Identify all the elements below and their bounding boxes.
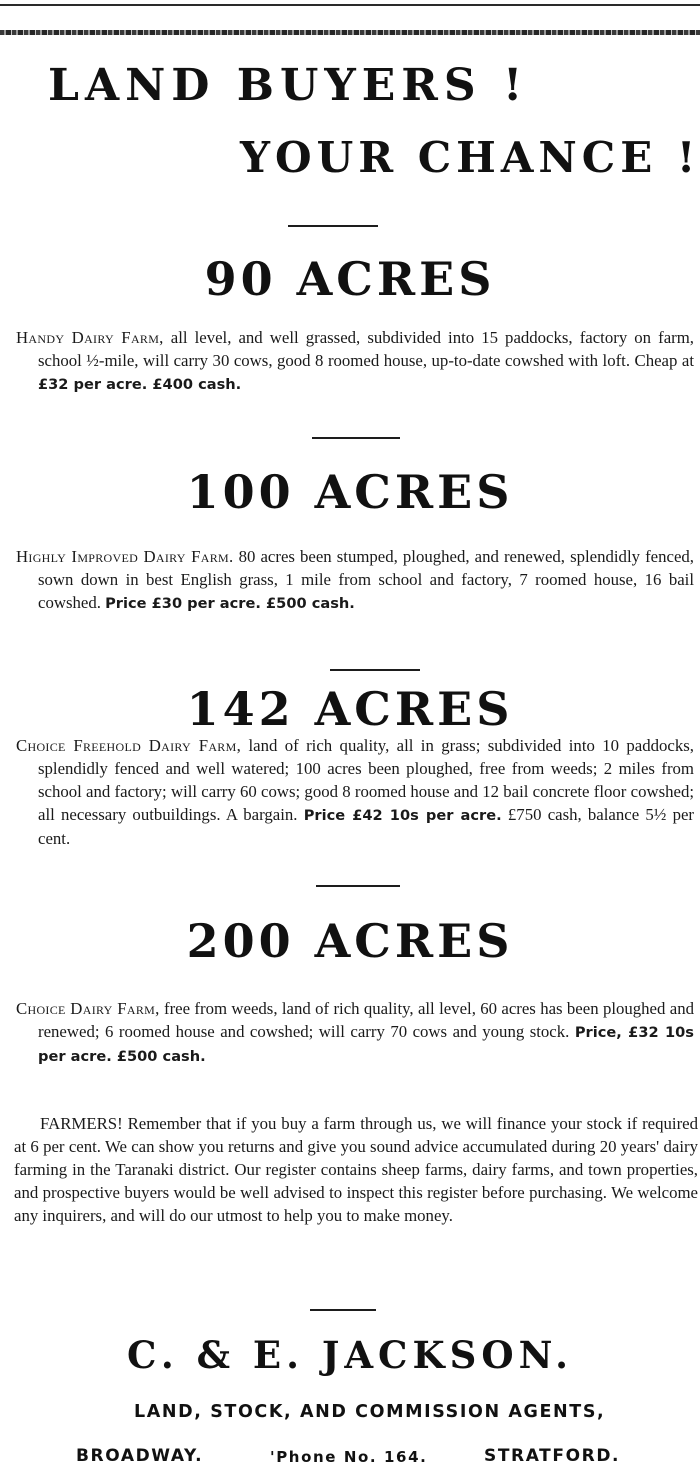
section-divider [288, 225, 378, 227]
listing-description [16, 326, 694, 396]
firm-phone: 'Phone No. 164. [270, 1448, 428, 1466]
section-divider [310, 1309, 376, 1311]
listing-tail: £750 cash, balance 5½ per cent. [38, 805, 694, 848]
listing-description [16, 734, 694, 850]
listing-body: 80 acres been stumped, ploughed, and renewed, splendidly fenced, sown down in best English grass, 1 mile from school and factory, 7 roomed house, 16 bail cowshed. [38, 547, 694, 612]
firm-address [0, 1446, 700, 1472]
section-divider [312, 437, 400, 439]
listing-acreage-heading: 100 ACRES [186, 465, 514, 519]
listing-acreage-heading: 90 ACRES [204, 252, 496, 306]
listing-lead: Handy Dairy Farm, [16, 328, 164, 347]
listing-lead: Choice Freehold Dairy Farm, [16, 736, 242, 755]
listing-price: Price £42 10s per acre. [303, 807, 502, 824]
listing-price: Price, £32 10s per acre. £500 cash. [38, 1024, 694, 1065]
top-ornamental-rule [0, 30, 700, 35]
section-divider [330, 669, 420, 671]
listing-acreage-heading: 142 ACRES [186, 682, 514, 736]
listing-body: free from weeds, land of rich quality, all level, 60 acres has been ploughed and renewed; 6 roomed house and cowshed; will carry 70 cows and young stock. [38, 999, 694, 1041]
firm-street: BROADWAY. [76, 1446, 204, 1466]
listing-lead: Highly Improved Dairy Farm. [16, 547, 234, 566]
listing-acreage-heading: 200 ACRES [186, 914, 514, 968]
listing-price: £32 per acre. £400 cash. [38, 376, 242, 393]
listing-body: land of rich quality, all in grass; subdivided into 10 paddocks, splendidly fenced and well watered; 100 acres been ploughed, free from weeds; 2 miles from school and factory; will carry 60 cows; good 8 roomed house and 12 bail concrete floor cowshed; all necessary outbuildings. A bargain. [38, 736, 694, 824]
section-divider [316, 885, 400, 887]
top-border-rule [0, 4, 700, 6]
firm-town: STRATFORD. [484, 1446, 621, 1466]
firm-tagline: LAND, STOCK, AND COMMISSION AGENTS, [134, 1402, 606, 1422]
headline-your-chance: YOUR CHANCE ! [240, 133, 700, 182]
closing-paragraph: FARMERS! Remember that if you buy a farm through us, we will finance your stock if required at 6 per cent. We can show you returns and give you sound advice accumulated during 20 years' dairy farming in the Taranaki district. Our register contains sheep farms, dairy farms, and town properties, and prospective buyers would be well advised to inspect this register before purchasing. We welcome any inquirers, and will do our utmost to help you to make money. [14, 1114, 698, 1225]
firm-name: C. & E. JACKSON. [127, 1333, 573, 1377]
listing-description [16, 997, 694, 1068]
headline-land-buyers: LAND BUYERS ! [48, 60, 529, 111]
listing-price: Price £30 per acre. £500 cash. [105, 595, 355, 612]
listing-lead: Choice Dairy Farm, [16, 999, 160, 1018]
listing-description [16, 545, 694, 615]
listing-body: all level, and well grassed, subdivided into 15 paddocks, factory on farm, school ½-mile, will carry 30 cows, good 8 roomed house, up-to-date cowshed with loft. Cheap at [38, 328, 694, 370]
